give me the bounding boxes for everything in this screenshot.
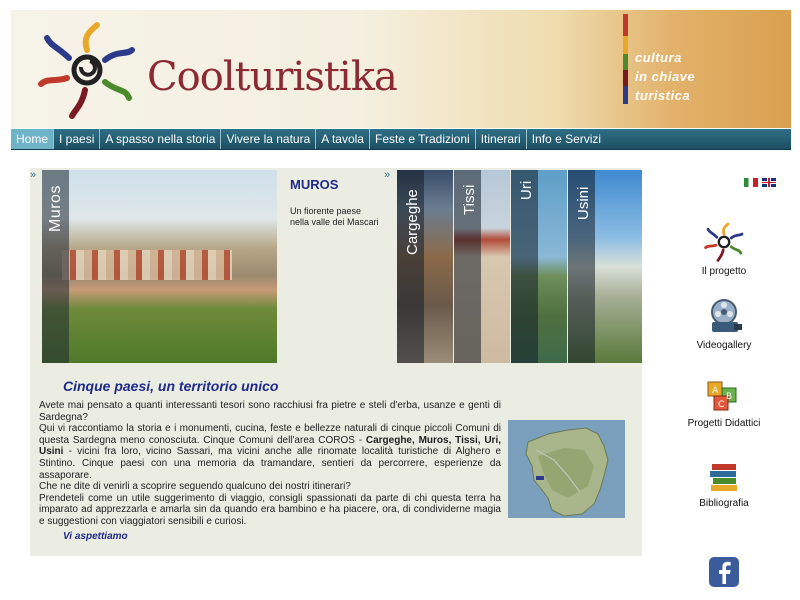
- books-icon: [706, 458, 742, 494]
- town-strip-usini[interactable]: [568, 170, 642, 363]
- article-closing: Vi aspettiamo: [63, 531, 128, 542]
- main-nav: [11, 129, 791, 150]
- article-paragraph-3: Che ne dite di venirli a scoprire seguendo qualcuno dei nostri itinerari?: [39, 481, 351, 493]
- svg-text:B: B: [726, 392, 733, 402]
- article-heading: Cinque paesi, un territorio unico: [63, 378, 279, 394]
- featured-photo-label-bar: [42, 170, 69, 363]
- article-body: [39, 400, 501, 528]
- sidebar-item-label[interactable]: Bibliografia: [699, 498, 749, 509]
- town-strip-label: Usini: [575, 186, 592, 220]
- sidebar-item-label[interactable]: Videogallery: [696, 340, 752, 351]
- italian-flag-icon[interactable]: [744, 178, 758, 187]
- article-paragraph-4: Prendeteli come un utile suggerimento di viaggio, consigli spassionati da parte di chi questa terra ha imparato ad apprezzarla e amarla sin da quando era bambino e ha piacere, ora, di condividerne magia e suggestioni con viaggiatori sensibili e curiosi.: [39, 492, 501, 527]
- nav-item-i-paesi[interactable]: I paesi: [54, 129, 100, 149]
- site-logo-text[interactable]: Coolturistika: [147, 54, 397, 100]
- town-strip-tissi[interactable]: [454, 170, 510, 363]
- slider-arrow-right[interactable]: »: [384, 169, 391, 181]
- sidebar-item-progetto[interactable]: [679, 222, 769, 277]
- article-paragraph-1: Avete mai pensato a quanti interessanti tesori sono racchiusi fra pietre e steli d'erba, usanze e genti di Sardegna?: [39, 400, 501, 423]
- tagline-line-3: turistica: [635, 88, 691, 103]
- facebook-icon: [708, 556, 740, 588]
- article-paragraph-2: Qui vi raccontiamo la storia e i monumenti, cucina, feste e bellezze naturali di cinque piccoli Comuni di questa Sardegna meno conosciuta. Cinque Comuni dell'area COROS - Cargeghe, Muros, Tissi, Uri, Usini - vicini fra loro, vicino Sassari, ma vicini anche alle rinomate località turistiche di Alghero e Stintino. Cinque paesi con una memoria da tramandare, sentieri da percorrere, esperienze da assaporare.: [39, 423, 501, 481]
- town-names: Cargeghe, Muros, Tissi, Uri, Usini: [39, 434, 501, 458]
- nav-item-a-tavola[interactable]: A tavola: [316, 129, 370, 149]
- nav-item-storia[interactable]: A spasso nella storia: [100, 129, 221, 149]
- project-logo-icon: [704, 222, 744, 262]
- film-reel-icon: [704, 296, 744, 336]
- sidebar-item-bibliografia[interactable]: [679, 458, 769, 509]
- svg-text:A: A: [712, 386, 719, 396]
- tagline-line-1: cultura: [635, 50, 682, 65]
- language-switcher: [744, 178, 776, 187]
- uk-flag-icon[interactable]: [762, 178, 776, 187]
- nav-item-info[interactable]: Info e Servizi: [531, 132, 602, 146]
- sidebar-item-videogallery[interactable]: [679, 296, 769, 351]
- featured-photo-label: Muros: [47, 185, 64, 232]
- sardinia-map-image[interactable]: [508, 420, 625, 518]
- logo-icon[interactable]: [37, 20, 137, 120]
- site-header: [11, 10, 791, 128]
- tagline-line-2: in chiave: [635, 69, 696, 84]
- tagline-color-bars: [623, 14, 628, 104]
- town-roofs: [62, 250, 232, 280]
- sidebar-item-label[interactable]: Il progetto: [701, 266, 747, 277]
- town-strip-label: Tissi: [461, 184, 478, 215]
- tagline: [635, 48, 695, 105]
- abc-blocks-icon: [704, 374, 744, 414]
- sidebar-item-label[interactable]: Progetti Didattici: [687, 418, 761, 429]
- svg-text:C: C: [718, 400, 725, 410]
- featured-title[interactable]: MUROS: [290, 177, 339, 192]
- nav-item-itinerari[interactable]: Itinerari: [476, 129, 527, 149]
- nav-item-feste[interactable]: Feste e Tradizioni: [370, 129, 476, 149]
- sidebar-item-facebook[interactable]: [679, 556, 769, 592]
- nav-item-home[interactable]: Home: [11, 129, 54, 149]
- nav-item-natura[interactable]: Vivere la natura: [221, 129, 316, 149]
- town-strip-cargeghe[interactable]: [397, 170, 453, 363]
- slider-arrow-left[interactable]: »: [30, 169, 37, 181]
- featured-description: Un fiorente paese nella valle dei Mascari: [290, 206, 379, 227]
- town-strip-label: Uri: [518, 180, 535, 200]
- town-strip-label: Cargeghe: [404, 189, 421, 255]
- sidebar-item-progetti-didattici[interactable]: [679, 374, 769, 429]
- featured-town-photo[interactable]: [42, 170, 277, 363]
- town-strip-uri[interactable]: [511, 170, 567, 363]
